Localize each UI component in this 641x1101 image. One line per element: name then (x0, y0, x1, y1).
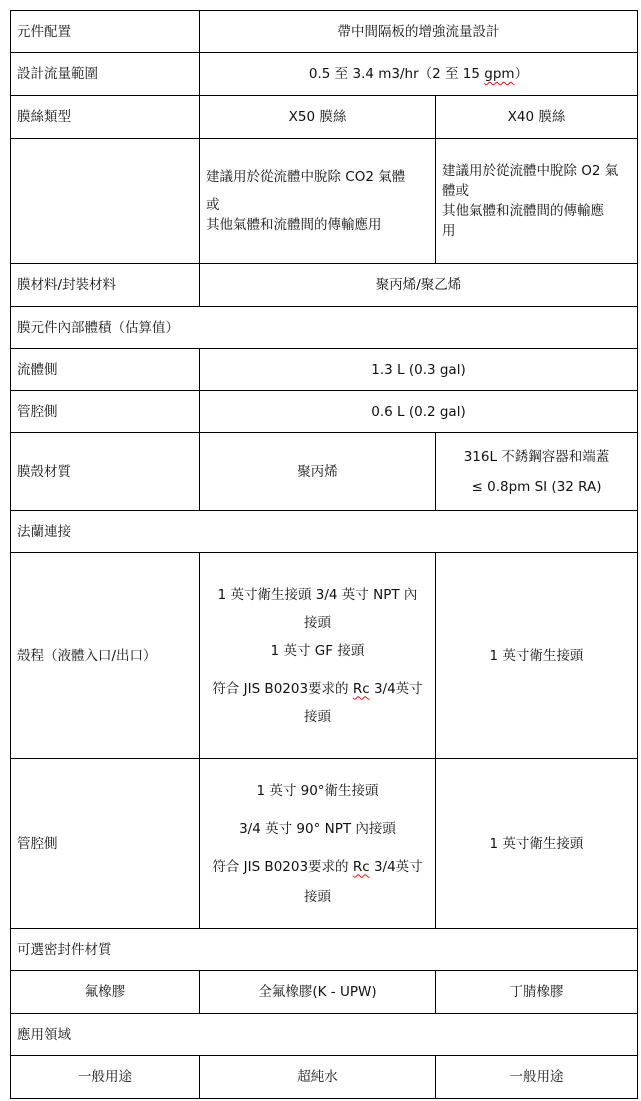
label-recommend (11, 139, 200, 264)
value-recommend-x50 (200, 139, 436, 264)
recommend-x40-line: 其他氣體和流體間的傳輸應 (442, 203, 604, 219)
value-shell-connection-x40: 1 英寸衛生接頭 (436, 553, 638, 759)
value-lumen-connection-x40: 1 英寸衛生接頭 (436, 759, 638, 929)
row-fluid-side (11, 349, 638, 391)
row-fiber-type (11, 96, 638, 139)
value-material: 聚丙烯/聚乙烯 (200, 264, 638, 307)
row-seal-material (11, 929, 638, 971)
application-option: 一般用途 (11, 1056, 200, 1099)
flow-range-close: ） (514, 66, 529, 82)
row-shell-material (11, 433, 638, 511)
value-shell-connection-x50 (200, 553, 436, 759)
recommend-x40-line: 建議用於從流體中脫除 O2 氣 (442, 163, 619, 179)
shell-conn-x50-line: 1 英寸 GF 接頭 (270, 642, 365, 659)
recommend-x40-line: 用 (442, 223, 456, 239)
shell-conn-x50-line: 1 英寸衛生接頭 3/4 英寸 NPT 內 (217, 586, 418, 603)
value-flow-range (200, 53, 638, 96)
label-flange: 法蘭連接 (11, 511, 638, 553)
application-option: 一般用途 (436, 1056, 638, 1099)
seal-option: 丁腈橡膠 (436, 971, 638, 1014)
lumen-conn-size: 3/4英寸 (369, 858, 423, 875)
label-config: 元件配置 (11, 11, 200, 53)
value-fluid-side: 1.3 L (0.3 gal) (200, 349, 638, 391)
lumen-conn-x50-line: 3/4 英寸 90° NPT 內接頭 (239, 820, 396, 837)
row-internal-volume (11, 307, 638, 349)
row-seals (11, 971, 638, 1014)
value-config: 帶中間隔板的增強流量設計 (200, 11, 638, 53)
value-lumen-connection-x50 (200, 759, 436, 929)
lumen-conn-rc: Rc (352, 858, 370, 875)
row-flange (11, 511, 638, 553)
value-recommend-x40 (436, 139, 638, 264)
shell-material-x40-line: ≤ 0.8pm SI (32 RA) (471, 478, 602, 495)
row-config (11, 11, 638, 53)
recommend-x50-line: 或 (206, 197, 220, 213)
lumen-conn-x50-line: 1 英寸 90°衛生接頭 (256, 782, 379, 799)
row-recommend (11, 139, 638, 264)
row-shell-connection (11, 553, 638, 759)
lumen-conn-x50-line (206, 857, 429, 877)
recommend-x40-line: 體或 (442, 183, 469, 199)
value-fiber-x50: X50 膜絲 (200, 96, 436, 139)
shell-conn-x50-line: 接頭 (304, 708, 331, 725)
application-option: 超純水 (200, 1056, 436, 1099)
label-shell-connection: 殼程（液體入口/出口） (11, 553, 200, 759)
seal-option: 氟橡膠 (11, 971, 200, 1014)
lumen-conn-jis-text: 符合 JIS B0203要求的 (212, 858, 353, 875)
row-material (11, 264, 638, 307)
label-lumen-side: 管腔側 (11, 391, 200, 433)
flow-range-gpm: gpm (484, 66, 515, 82)
label-fluid-side: 流體側 (11, 349, 200, 391)
label-shell-material: 膜殼材質 (11, 433, 200, 511)
shell-conn-rc: Rc (352, 680, 370, 697)
spec-table (10, 10, 638, 1099)
row-flow-range (11, 53, 638, 96)
label-lumen-connection: 管腔側 (11, 759, 200, 929)
label-seal-material: 可選密封件材質 (11, 929, 638, 971)
seal-option: 全氟橡膠(K - UPW) (200, 971, 436, 1014)
label-applications: 應用領域 (11, 1014, 638, 1056)
row-lumen-connection (11, 759, 638, 929)
value-shell-material-x50: 聚丙烯 (200, 433, 436, 511)
value-fiber-x40: X40 膜絲 (436, 96, 638, 139)
shell-conn-jis-text: 符合 JIS B0203要求的 (212, 680, 353, 697)
shell-conn-size: 3/4英寸 (369, 680, 423, 697)
label-fiber-type: 膜絲類型 (11, 96, 200, 139)
shell-conn-x50-line: 接頭 (304, 614, 331, 631)
row-lumen-side (11, 391, 638, 433)
row-apps (11, 1056, 638, 1099)
flow-range-text: 0.5 至 3.4 m3/hr（2 至 15 (308, 66, 485, 82)
recommend-x50-line: 建議用於從流體中脫除 CO2 氣體 (206, 169, 406, 185)
label-flow-range: 設計流量範圍 (11, 53, 200, 96)
value-shell-material-x40 (436, 433, 638, 511)
label-material: 膜材料/封裝材料 (11, 264, 200, 307)
shell-conn-x50-line (206, 679, 429, 699)
row-applications (11, 1014, 638, 1056)
label-internal-volume: 膜元件內部體積（估算值） (11, 307, 638, 349)
recommend-x50-line: 其他氣體和流體間的傳輸應用 (206, 217, 382, 233)
value-lumen-side: 0.6 L (0.2 gal) (200, 391, 638, 433)
lumen-conn-x50-line: 接頭 (304, 888, 331, 905)
shell-material-x40-line: 316L 不銹鋼容器和端蓋 (463, 448, 610, 465)
